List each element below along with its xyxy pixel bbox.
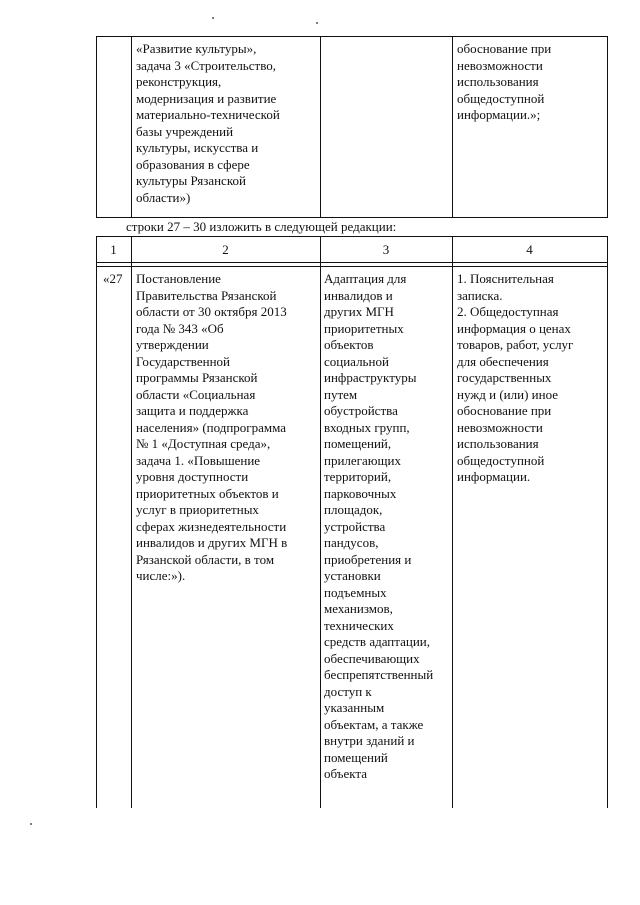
row-separator: [96, 266, 608, 267]
justification-text: обоснование при невозможности использования общедоступной информации.»;: [457, 41, 552, 122]
col-divider: [96, 36, 97, 217]
table-top-border: [96, 236, 608, 237]
normative-act-text: Постановление Правительства Рязанской области от 30 октября 2013 года № 343 «Об утверждении Государственной программы Рязанской области «Социальная защита и поддержка населения» (подпрограмма № 1 «Доступная среда», задача 1. «Повышение уровня доступности приоритетных объектов и услуг в приоритетных сферах жизнедеятельности инвалидов и других МГН в Рязанской области, в том числе:»).: [136, 271, 288, 583]
header-bottom-border: [96, 262, 608, 263]
amendment-instruction: строки 27 – 30 изложить в следующей редакции:: [126, 219, 397, 234]
column-number-1: 1: [110, 242, 117, 257]
col-divider: [452, 36, 453, 217]
col-divider: [452, 236, 453, 808]
col-divider: [96, 236, 97, 808]
col-divider: [607, 36, 608, 217]
scan-speck: [316, 22, 318, 24]
column-number-4: 4: [526, 242, 533, 257]
column-number-2: 2: [222, 242, 229, 257]
measure-description-text: Адаптация для инвалидов и других МГН приоритетных объектов социальной инфраструктуры путем обустройства входных групп, помещений, прилегающих территорий, парковочных площадок, устройства пандусов, приобретения и установки подъемных механизмов, технических средств адаптации, обеспечивающих беспрепятственный доступ к указанным объектам, а также внутри зданий и помещений объекта: [324, 271, 434, 781]
program-task-text: «Развитие культуры», задача 3 «Строительство, реконструкция, модернизация и развитие материально-технической базы учреждений культуры, искусства и образования в сфере культуры Рязанской области»): [136, 41, 280, 205]
scan-speck: [30, 823, 32, 825]
col-divider: [320, 36, 321, 217]
col-divider: [320, 236, 321, 808]
col-divider: [607, 236, 608, 808]
table-top-border: [96, 36, 608, 37]
col-divider: [131, 36, 132, 217]
row-number: «27: [103, 271, 123, 286]
col-divider: [131, 236, 132, 808]
documents-list-text: 1. Пояснительная записка. 2. Общедоступная информация о ценах товаров, работ, услуг для обеспечения государственных нужд и (или) иное обоснование при невозможности использования общедоступной информации.: [457, 271, 574, 484]
column-number-3: 3: [382, 242, 390, 257]
scan-speck: [212, 17, 214, 19]
